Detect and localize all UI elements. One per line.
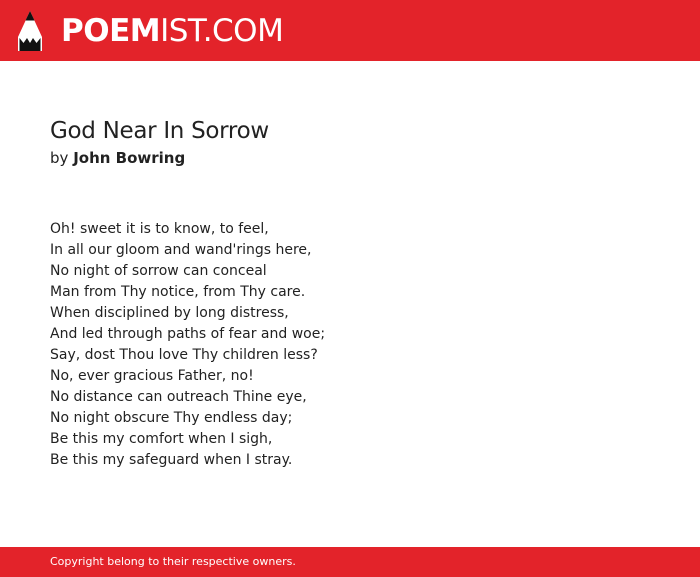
- poem-line: In all our gloom and wand'rings here,: [50, 242, 312, 258]
- pencil-tip-icon[interactable]: [17, 10, 43, 52]
- site-logo[interactable]: [61, 13, 283, 49]
- poem-line: Say, dost Thou love Thy children less?: [50, 347, 318, 363]
- poem-line: Be this my comfort when I sigh,: [50, 431, 273, 447]
- poem-line: Man from Thy notice, from Thy care.: [50, 284, 306, 300]
- poem-body: [50, 219, 325, 471]
- poem-line: No night of sorrow can conceal: [50, 263, 267, 279]
- logo-text-strong: POEM: [61, 13, 161, 49]
- author-name: John Bowring: [73, 149, 186, 167]
- poem-line: And led through paths of fear and woe;: [50, 326, 326, 342]
- poem-line: Be this my safeguard when I stray.: [50, 452, 293, 468]
- poem-line: No, ever gracious Father, no!: [50, 368, 254, 384]
- poem-title: God Near In Sorrow: [50, 118, 269, 144]
- copyright-text: Copyright belong to their respective owners.: [50, 555, 296, 568]
- by-label: by: [50, 149, 69, 167]
- site-header: [0, 0, 700, 61]
- poem-byline: [50, 148, 185, 168]
- logo-text-light: IST.COM: [160, 13, 284, 49]
- poem-line: No distance can outreach Thine eye,: [50, 389, 307, 405]
- poem-line: No night obscure Thy endless day;: [50, 410, 293, 426]
- site-footer: [0, 547, 700, 577]
- poem-line: Oh! sweet it is to know, to feel,: [50, 221, 269, 237]
- poem-line: When disciplined by long distress,: [50, 305, 289, 321]
